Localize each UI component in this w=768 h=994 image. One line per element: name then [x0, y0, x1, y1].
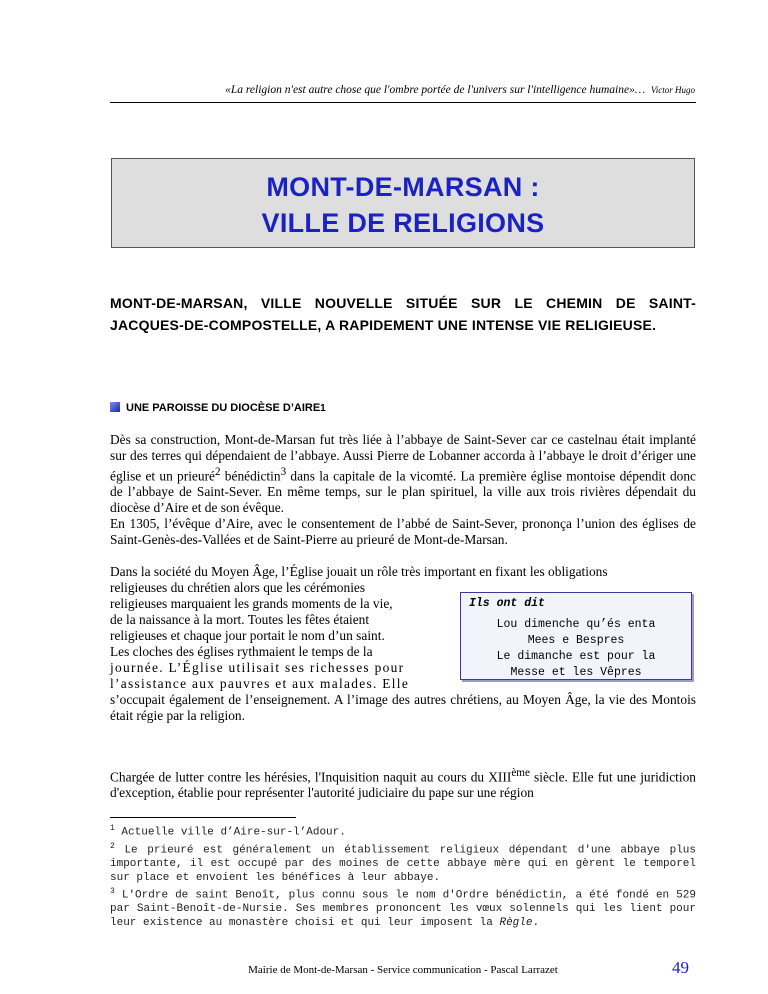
header-quote	[110, 84, 695, 96]
paragraph-text: siècle. Elle fut une juridiction d'exception, établie pour représenter l'autorité judiciaire du pape sur une région	[110, 769, 696, 801]
footnote-ref: 1	[320, 403, 326, 414]
quote-text: «La religion n'est autre chose que l'ombre portée de l'univers sur l'intelligence humaine»…	[225, 84, 646, 96]
footnote-text: .	[532, 916, 540, 929]
footnote-3	[110, 885, 696, 930]
quote-author: Victor Hugo	[650, 85, 695, 95]
footnote-number: 2	[110, 842, 115, 852]
paragraph-text: s’occupait également de l’enseignement. A l’image des autres chrétiens, au Moyen Âge, la vie des Montois était régie par la religion.	[110, 692, 696, 723]
paragraph-text: En 1305, l’évêque d’Aire, avec le consentement de l’abbé de Saint-Sever, prononça l’union des églises de Saint-Genès-des-Vallées et de Saint-Pierre au prieuré de Mont-de-Marsan.	[110, 516, 696, 548]
paragraph-text: Chargée de lutter contre les hérésies, l'Inquisition naquit au cours du XIII	[110, 769, 512, 785]
intro-heading: MONT-DE-MARSAN, VILLE NOUVELLE SITUÉE SUR LE CHEMIN DE SAINT-JACQUES-DE-COMPOSTELLE, A RAPIDEMENT UNE INTENSE VIE RELIGIEUSE.	[110, 295, 696, 333]
footnote-number: 3	[110, 887, 115, 897]
paragraph-text: bénédictin	[220, 468, 281, 484]
footnote-text: L'Ordre de saint Benoît, plus connu sous le nom d'Ordre bénédictin, a été fondé en 529 par Saint-Benoît-de-Nursie. Ses membres prononcent les vœux solennels qui les lient pour leur existence au monastère choisi et qui leur imposent la	[110, 889, 696, 929]
sidebox-title: Ils ont dit	[469, 597, 545, 610]
page-title-line-1: MONT-DE-MARSAN :	[266, 172, 540, 202]
footnote-text: Actuelle ville d’Aire-sur-l’Adour.	[121, 826, 346, 839]
header-divider	[110, 102, 696, 103]
footnote-1	[110, 822, 696, 840]
sidebox-quote-french: Le dimanche est pour la Messe et les Vêpres	[496, 650, 656, 679]
paragraph-text: dans la capitale de la vicomté. La première église montoise dépendit donc de l’abbaye de Saint-Sever. En même temps, sur le plan spirituel, la ville aux trois rivières dépendait du diocèse d’Aire et de son évêque.	[110, 468, 696, 516]
square-bullet-icon	[110, 402, 120, 412]
paragraph-line: Les cloches des églises rythmaient le temps de la	[110, 644, 373, 659]
footnote-text: Le prieuré est généralement un établissement religieux dépendant d'une abbaye plus importante, il est occupé par des moines de cette abbaye mère qui en gèrent le temporel sur place et envoient les bénéfices à leur abbaye.	[110, 844, 696, 884]
section-heading-text: UNE PAROISSE DU DIOCÈSE D’AIRE	[126, 402, 321, 414]
page-number: 49	[672, 958, 689, 977]
footnote-ref: 2	[214, 466, 221, 478]
page-title-line-2: VILLE DE RELIGIONS	[261, 208, 545, 238]
wrapped-text	[110, 580, 452, 692]
footnotes	[110, 822, 696, 930]
paragraph-line: l’assistance aux pauvres et aux malades. Elle	[110, 676, 410, 691]
paragraph-line: de la naissance à la mort. Toutes les fêtes étaient	[110, 612, 370, 627]
page-footer: Mairie de Mont-de-Marsan - Service communication - Pascal Larrazet	[248, 964, 558, 976]
footnote-divider	[110, 817, 296, 818]
paragraph-text: Dès sa construction, Mont-de-Marsan fut très liée à l’abbaye de Saint-Sever car ce castelnau était implanté sur des terres qui dépendaient de l’abbaye. Aussi Pierre de Lobanner accorda à l’abbaye le droit d’ériger une église et un prieuré	[110, 432, 696, 484]
quote-sidebox	[460, 592, 692, 680]
paragraph-line: religieuses et chaque jour portait le nom d’un saint.	[110, 628, 385, 643]
footnote-2	[110, 840, 696, 885]
footnote-emphasis: Règle	[499, 916, 533, 929]
paragraph-1	[110, 432, 696, 548]
section-heading	[110, 402, 696, 414]
sidebox-quote-gascon: Lou dimenche qu’és enta Mees e Bespres	[496, 618, 656, 647]
paragraph-line: journée. L’Église utilisait ses richesses pour	[110, 660, 405, 675]
superscript: ème	[511, 767, 530, 779]
paragraph-line: religieuses du chrétien alors que les cérémonies	[110, 580, 366, 595]
paragraph-line: religieuses marquaient les grands moments de la vie,	[110, 596, 393, 611]
title-box	[111, 158, 695, 248]
footnote-number: 1	[110, 824, 115, 833]
paragraph-3	[110, 765, 696, 801]
footnote-ref: 3	[280, 466, 287, 478]
paragraph-line: Dans la société du Moyen Âge, l’Église jouait un rôle très important en fixant les obligations	[110, 564, 608, 579]
